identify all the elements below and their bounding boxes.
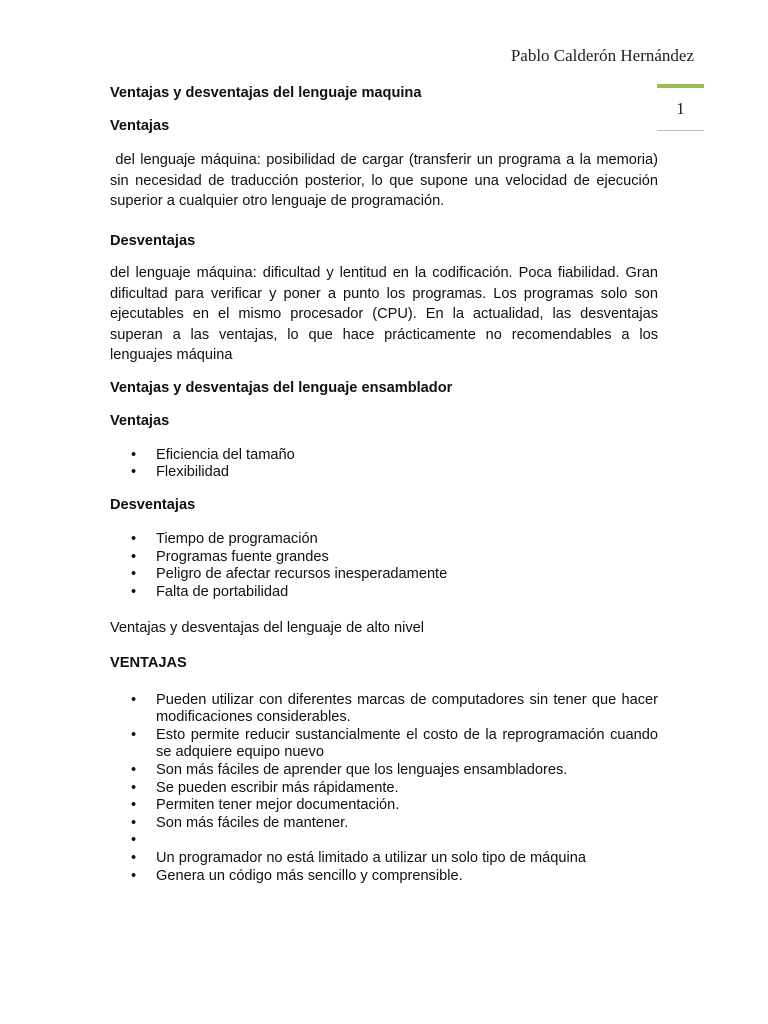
section-assembler-desventajas-list <box>110 531 658 601</box>
list-item: • Tiempo de programación <box>156 531 658 549</box>
list-item: • Son más fáciles de aprender que los lenguajes ensambladores. <box>156 762 658 780</box>
section-assembler-title: Ventajas y desventajas del lenguaje ensamblador <box>110 379 453 396</box>
page-number-box <box>657 84 704 131</box>
list-item: • Pueden utilizar con diferentes marcas de computadores sin tener que hacer modificaciones considerables. <box>156 692 658 727</box>
list-item: • Esto permite reducir sustancialmente el costo de la reprogramación cuando se adquiere equipo nuevo <box>156 727 658 762</box>
section-assembler-ventajas-heading: Ventajas <box>110 413 170 429</box>
list-item: • Flexibilidad <box>156 464 658 482</box>
list-item <box>156 832 658 850</box>
list-item: • Un programador no está limitado a utilizar un solo tipo de máquina <box>156 850 658 868</box>
section-machine-ventajas-text: del lenguaje máquina: posibilidad de cargar (transferir un programa a la memoria) sin necesidad de traducción posterior, lo que supone una velocidad de ejecución superior a cualquier otro lenguaje de programación. <box>110 152 663 209</box>
list-item: • Eficiencia del tamaño <box>156 447 658 465</box>
list-item: • Falta de portabilidad <box>156 584 658 602</box>
list-item: • Son más fáciles de mantener. <box>156 815 658 833</box>
section-highlevel-title: Ventajas y desventajas del lenguaje de alto nivel <box>110 619 424 636</box>
section-assembler-desventajas-heading: Desventajas <box>110 496 196 513</box>
list-item: • Genera un código más sencillo y comprensible. <box>156 868 658 886</box>
section-machine-ventajas-heading: Ventajas <box>110 117 170 134</box>
list-item: • Peligro de afectar recursos inesperadamente <box>156 566 658 584</box>
list-item: • Programas fuente grandes <box>156 549 658 567</box>
section-highlevel-ventajas-list <box>110 692 658 886</box>
section-machine-desventajas-heading: Desventajas <box>110 232 196 249</box>
section-machine-title: Ventajas y desventajas del lenguaje maquina <box>110 85 422 101</box>
list-item: • Se pueden escribir más rápidamente. <box>156 780 658 798</box>
page-number-bottom-rule <box>657 130 704 131</box>
document-body <box>110 80 663 885</box>
section-highlevel-ventajas-heading: VENTAJAS <box>110 655 187 672</box>
section-assembler-ventajas-list <box>110 447 658 482</box>
list-item: • Permiten tener mejor documentación. <box>156 797 658 815</box>
page-number: 1 <box>676 99 685 118</box>
author-name: Pablo Calderón Hernández <box>510 46 694 65</box>
section-machine-desventajas-text: del lenguaje máquina: dificultad y lentitud en la codificación. Poca fiabilidad. Gran dificultad para verificar y poner a punto los programas. Los programas solo son ejecutables en el mismo procesador (CPU). En la actualidad, las desventajas superan a las ventajas, lo que hace prácticamente no recomendables a los lenguajes máquina <box>110 265 658 363</box>
